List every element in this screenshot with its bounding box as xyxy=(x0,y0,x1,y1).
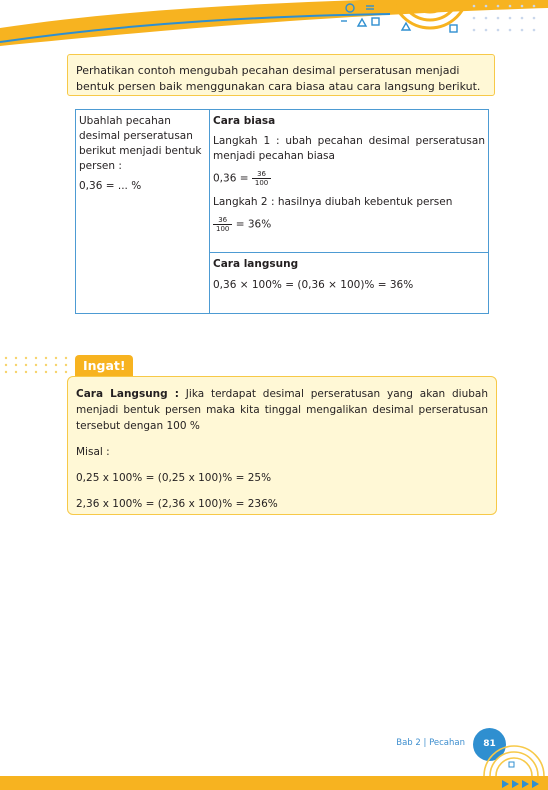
fraction-denominator: 100 xyxy=(216,225,230,233)
intro-box xyxy=(67,54,495,96)
fraction-36-100-step2 xyxy=(213,216,232,233)
dots-decoration xyxy=(0,354,74,376)
example-table xyxy=(75,109,489,314)
fraction-denominator: 100 xyxy=(254,179,269,187)
step1-lhs: 0,36 = xyxy=(213,172,249,185)
ingat-term: Cara Langsung : xyxy=(76,388,179,400)
ingat-misal: Misal : xyxy=(76,446,110,458)
header-decoration xyxy=(0,0,548,50)
cara-biasa-cell xyxy=(210,110,489,253)
ingat-example-2: 2,36 x 100% = (2,36 x 100)% = 236% xyxy=(76,498,278,510)
cara-biasa-step1: Langkah 1 : ubah pecahan desimal perseratusan menjadi pecahan biasa xyxy=(213,135,485,162)
intro-text: Perhatikan contoh mengubah pecahan desimal perseratusan menjadi bentuk persen baik menggunakan cara biasa atau cara langsung berikut. xyxy=(76,64,481,93)
footer-decoration xyxy=(0,720,548,790)
fraction-numerator: 36 xyxy=(213,216,232,225)
question-cell xyxy=(76,110,210,314)
cara-langsung-title: Cara langsung xyxy=(213,258,299,270)
cara-biasa-step2: Langkah 2 : hasilnya diubah kebentuk persen xyxy=(213,196,453,208)
cara-langsung-cell xyxy=(210,253,489,314)
chapter-label: Bab 2 | Pecahan xyxy=(396,738,465,748)
fraction-36-100 xyxy=(252,170,271,187)
page-number: 81 xyxy=(473,728,506,761)
step1-equation xyxy=(213,170,485,187)
ingat-example-1: 0,25 x 100% = (0,25 x 100)% = 25% xyxy=(76,472,272,484)
cara-langsung-formula: 0,36 × 100% = (0,36 × 100)% = 36% xyxy=(213,279,414,291)
step2-rhs: = 36% xyxy=(235,218,272,231)
ingat-text: Jika terdapat desimal perseratusan yang akan diubah menjadi bentuk persen maka kita tinggal mengalikan desimal perseratusan tersebut dengan 100 % xyxy=(76,388,488,432)
fraction-numerator: 36 xyxy=(252,170,271,179)
question-problem: 0,36 = ... % xyxy=(79,180,142,192)
ingat-paragraph xyxy=(76,386,488,434)
ingat-label: Ingat! xyxy=(75,355,133,377)
cara-biasa-title: Cara biasa xyxy=(213,115,276,127)
step2-equation xyxy=(213,216,485,233)
question-text: Ubahlah pecahan desimal perseratusan berikut menjadi bentuk persen : xyxy=(79,115,202,172)
ingat-box xyxy=(67,376,497,515)
